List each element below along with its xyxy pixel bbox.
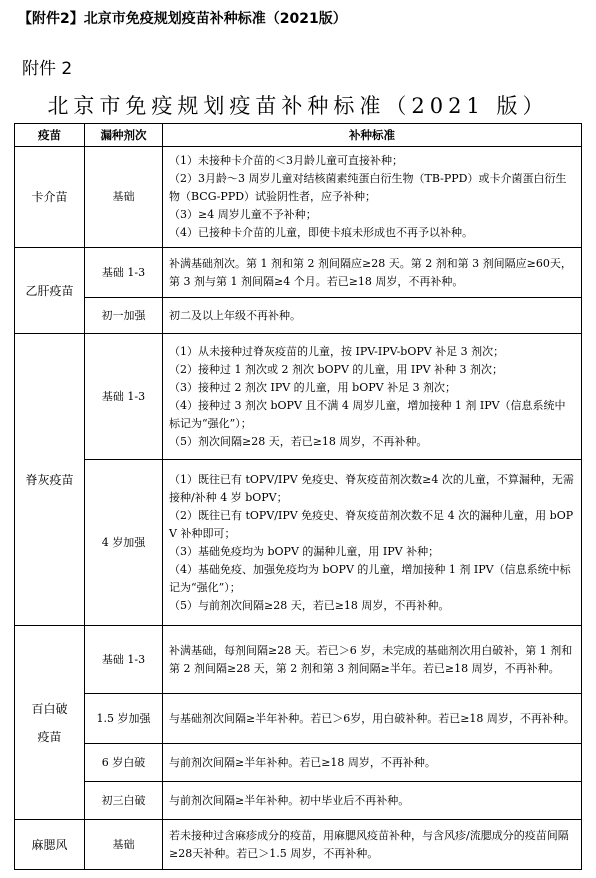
- table-row: [15, 744, 582, 782]
- table-header-row: [15, 124, 582, 147]
- standard-line: 初二及以上年级不再补种。: [169, 308, 301, 322]
- vaccine-dtp: [15, 626, 85, 820]
- standard-dtp-age6: [163, 744, 582, 782]
- standard-line: 与前剂次间隔≥半年补种。初中毕业后不再补种。: [169, 793, 410, 807]
- table-row: [15, 248, 582, 298]
- dose-mmr-basic: 基础: [85, 820, 163, 870]
- header-vaccine: 疫苗: [15, 124, 85, 147]
- standard-line: （4）已接种卡介苗的儿童，即使卡痕未形成也不再予以补种。: [169, 226, 473, 239]
- vaccine-bcg: 卡介苗: [15, 147, 85, 248]
- standard-line: 与基础剂次间隔≥半年补种。若已＞6岁，用白破补种。若已≥18 周岁，不再补种。: [169, 711, 575, 725]
- table-row: [15, 820, 582, 870]
- standard-line: （3）基础免疫均为 bOPV 的漏种儿童，用 IPV 补种；: [169, 544, 440, 558]
- standard-dtp-basic: [163, 626, 582, 694]
- dose-dtp-booster: 1.5 岁加强: [85, 694, 163, 744]
- vaccine-dtp-line: 疫苗: [37, 729, 62, 744]
- standard-line: 补满基础剂次。第 1 剂和第 2 剂间隔应≥28 天。第 2 剂和第 3 剂间隔应≥60天，第 3 剂与第 1 剂间隔≥4 个月。若已≥18 周岁，不再补种。: [169, 256, 572, 288]
- attachment-label: 附件 2: [22, 59, 73, 79]
- table-row: [15, 147, 582, 248]
- table-row: [15, 782, 582, 820]
- standard-hepb-basic: [163, 248, 582, 298]
- header-missed-dose: 漏种剂次: [85, 124, 163, 147]
- standard-line: 若未接种过含麻疹成分的疫苗，用麻腮风疫苗补种，与含风疹/流腮成分的疫苗间隔≥28天补种。若已＞1.5 周岁，不再补种。: [169, 828, 569, 860]
- standard-line: （1）未接种卡介苗的＜3月龄儿童可直接补种；: [169, 154, 403, 167]
- standard-line: 与前剂次间隔≥半年补种。若已≥18 周岁，不再补种。: [169, 755, 436, 769]
- table-row: [15, 460, 582, 626]
- vaccine-mmr: 麻腮风: [15, 820, 85, 870]
- dose-dtp-grade9: 初三白破: [85, 782, 163, 820]
- standard-dtp-booster: [163, 694, 582, 744]
- dose-dtp-basic: 基础 1-3: [85, 626, 163, 694]
- standard-line: （5）剂次间隔≥28 天，若已≥18 周岁，不再补种。: [169, 434, 428, 448]
- dose-bcg-basic: 基础: [85, 147, 163, 248]
- standard-polio-basic: [163, 334, 582, 460]
- standard-line: （2）接种过 1 剂次或 2 剂次 bOPV 的儿童，用 IPV 补种 3 剂次；: [169, 362, 504, 376]
- dose-dtp-age6: 6 岁白破: [85, 744, 163, 782]
- dose-polio-basic: 基础 1-3: [85, 334, 163, 460]
- standard-line: （5）与前剂次间隔≥28 天，若已≥18 周岁，不再补种。: [169, 598, 450, 612]
- standard-hepb-booster: [163, 298, 582, 334]
- standard-bcg-basic: [163, 147, 582, 248]
- standard-line: （1）既往已有 tOPV/IPV 免疫史、脊灰疫苗剂次数≥4 次的儿童，不算漏种，无需接种/补种 4 岁 bOPV；: [169, 472, 574, 504]
- catchup-standards-table: [14, 123, 582, 870]
- standard-dtp-grade9: [163, 782, 582, 820]
- table-row: [15, 334, 582, 460]
- standard-line: （2）既往已有 tOPV/IPV 免疫史、脊灰疫苗剂次数不足 4 次的漏种儿童，用 bOPV 补种即可；: [169, 508, 574, 540]
- vaccine-polio: 脊灰疫苗: [15, 334, 85, 626]
- standard-line: 补满基础，每剂间隔≥28 天。若已＞6 岁，未完成的基础剂次用白破补，第 1 剂和第 2 剂间隔≥28 天，第 2 剂和第 3 剂间隔≥半年。若已≥18 周岁，不再补种。: [169, 643, 573, 675]
- dose-hepb-basic: 基础 1-3: [85, 248, 163, 298]
- dose-hepb-booster: 初一加强: [85, 298, 163, 334]
- standard-line: （4）接种过 3 剂次 bOPV 且不满 4 周岁儿童，增加接种 1 剂 IPV（信息系统中标记为“强化”）；: [169, 398, 566, 430]
- vaccine-hepb: 乙肝疫苗: [15, 248, 85, 334]
- standard-mmr-basic: [163, 820, 582, 870]
- table-row: [15, 694, 582, 744]
- standard-line: （3）≥4 周岁儿童不予补种；: [169, 208, 317, 221]
- document-title: 北京市免疫规划疫苗补种标准（2021 版）: [47, 94, 549, 118]
- dose-polio-booster: 4 岁加强: [85, 460, 163, 626]
- table-row: [15, 626, 582, 694]
- header-catchup-standard: 补种标准: [163, 124, 582, 147]
- standard-line: （3）接种过 2 剂次 IPV 的儿童，用 bOPV 补足 3 剂次；: [169, 380, 457, 394]
- standard-polio-booster: [163, 460, 582, 626]
- header-title: 【附件2】北京市免疫规划疫苗补种标准（2021版）: [18, 11, 347, 27]
- vaccine-dtp-line: 百白破: [31, 701, 68, 716]
- standard-line: （2）3月龄～3 周岁儿童对结核菌素纯蛋白衍生物（TB-PPD）或卡介菌蛋白衍生物（BCG-PPD）试验阴性者，应予补种；: [169, 172, 567, 203]
- standard-line: （4）基础免疫、加强免疫均为 bOPV 的儿童，增加接种 1 剂 IPV（信息系统中标记为“强化”）；: [169, 562, 571, 594]
- table-row: [15, 298, 582, 334]
- standard-line: （1）从未接种过脊灰疫苗的儿童，按 IPV-IPV-bOPV 补足 3 剂次；: [169, 344, 505, 358]
